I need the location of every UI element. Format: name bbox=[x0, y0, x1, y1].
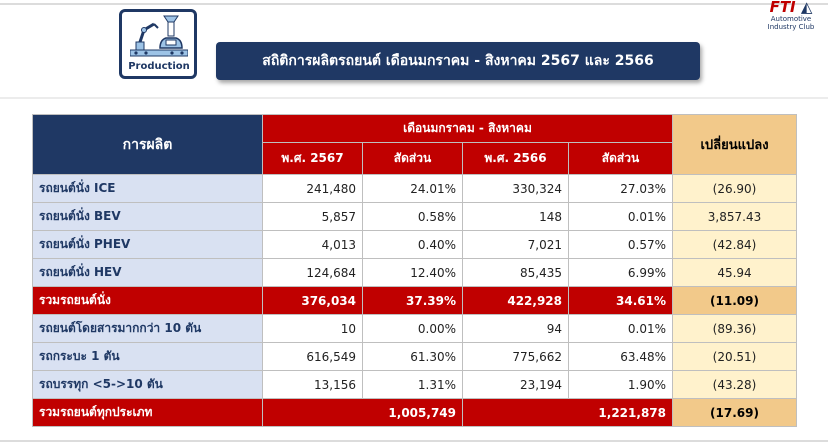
share-2567: 61.30% bbox=[363, 343, 463, 371]
value-2566: 330,324 bbox=[463, 175, 569, 203]
fti-logo bbox=[756, 0, 826, 40]
table-row bbox=[33, 371, 797, 399]
subtotal-label: รวมรถยนต์นั่ง bbox=[33, 287, 263, 315]
value-2566: 85,435 bbox=[463, 259, 569, 287]
logo-brand: FTI ◭ bbox=[769, 0, 813, 16]
change-value: (20.51) bbox=[673, 343, 797, 371]
total-change: (17.69) bbox=[673, 399, 797, 427]
row-label: รถยนต์นั่ง HEV bbox=[33, 259, 263, 287]
value-2566: 775,662 bbox=[463, 343, 569, 371]
header-period: เดือนมกราคม - สิงหาคม bbox=[263, 115, 673, 143]
value-2567: 13,156 bbox=[263, 371, 363, 399]
change-value: (42.84) bbox=[673, 231, 797, 259]
logo-line2: Industry Club bbox=[767, 23, 815, 31]
table-row bbox=[33, 315, 797, 343]
page-title: สถิติการผลิตรถยนต์ เดือนมกราคม - สิงหาคม 2567 และ 2566 bbox=[216, 42, 700, 80]
row-label: รถบรรทุก <5->10 ตัน bbox=[33, 371, 263, 399]
share-2567: 24.01% bbox=[363, 175, 463, 203]
subtotal-share-2566: 34.61% bbox=[569, 287, 673, 315]
total-2566: 1,221,878 bbox=[463, 399, 673, 427]
change-value: (89.36) bbox=[673, 315, 797, 343]
value-2567: 10 bbox=[263, 315, 363, 343]
subtotal-change: (11.09) bbox=[673, 287, 797, 315]
bottom-divider bbox=[0, 440, 828, 442]
header-production: การผลิต bbox=[33, 115, 263, 175]
subtotal-2566: 422,928 bbox=[463, 287, 569, 315]
share-2566: 0.57% bbox=[569, 231, 673, 259]
change-value: 45.94 bbox=[673, 259, 797, 287]
production-badge bbox=[119, 9, 197, 79]
header-share-2567: สัดส่วน bbox=[363, 143, 463, 175]
share-2567: 0.58% bbox=[363, 203, 463, 231]
value-2567: 616,549 bbox=[263, 343, 363, 371]
table-row bbox=[33, 259, 797, 287]
table-row bbox=[33, 175, 797, 203]
header-2567: พ.ศ. 2567 bbox=[263, 143, 363, 175]
total-row bbox=[33, 399, 797, 427]
share-2566: 0.01% bbox=[569, 315, 673, 343]
change-value: (26.90) bbox=[673, 175, 797, 203]
total-label: รวมรถยนต์ทุกประเภท bbox=[33, 399, 263, 427]
share-2566: 63.48% bbox=[569, 343, 673, 371]
share-2567: 0.00% bbox=[363, 315, 463, 343]
value-2567: 5,857 bbox=[263, 203, 363, 231]
mid-divider bbox=[0, 97, 828, 99]
table-row bbox=[33, 231, 797, 259]
top-divider bbox=[0, 3, 828, 5]
row-label: รถกระบะ 1 ตัน bbox=[33, 343, 263, 371]
subtotal-2567: 376,034 bbox=[263, 287, 363, 315]
share-2567: 0.40% bbox=[363, 231, 463, 259]
share-2566: 0.01% bbox=[569, 203, 673, 231]
production-line-icon bbox=[130, 14, 188, 58]
header-change: เปลี่ยนแปลง bbox=[673, 115, 797, 175]
value-2567: 124,684 bbox=[263, 259, 363, 287]
value-2566: 7,021 bbox=[463, 231, 569, 259]
value-2566: 94 bbox=[463, 315, 569, 343]
subtotal-share-2567: 37.39% bbox=[363, 287, 463, 315]
share-2566: 6.99% bbox=[569, 259, 673, 287]
row-label: รถยนต์นั่ง PHEV bbox=[33, 231, 263, 259]
share-2567: 1.31% bbox=[363, 371, 463, 399]
value-2566: 148 bbox=[463, 203, 569, 231]
production-label: Production bbox=[128, 61, 190, 72]
share-2566: 1.90% bbox=[569, 371, 673, 399]
share-2566: 27.03% bbox=[569, 175, 673, 203]
change-value: 3,857.43 bbox=[673, 203, 797, 231]
table-row bbox=[33, 203, 797, 231]
header-share-2566: สัดส่วน bbox=[569, 143, 673, 175]
table-row bbox=[33, 343, 797, 371]
share-2567: 12.40% bbox=[363, 259, 463, 287]
header-2566: พ.ศ. 2566 bbox=[463, 143, 569, 175]
row-label: รถยนต์นั่ง BEV bbox=[33, 203, 263, 231]
value-2567: 4,013 bbox=[263, 231, 363, 259]
change-value: (43.28) bbox=[673, 371, 797, 399]
logo-line1: Automotive bbox=[770, 15, 812, 23]
production-table bbox=[32, 114, 797, 427]
row-label: รถยนต์โดยสารมากกว่า 10 ตัน bbox=[33, 315, 263, 343]
value-2566: 23,194 bbox=[463, 371, 569, 399]
total-2567: 1,005,749 bbox=[263, 399, 463, 427]
subtotal-row bbox=[33, 287, 797, 315]
row-label: รถยนต์นั่ง ICE bbox=[33, 175, 263, 203]
value-2567: 241,480 bbox=[263, 175, 363, 203]
